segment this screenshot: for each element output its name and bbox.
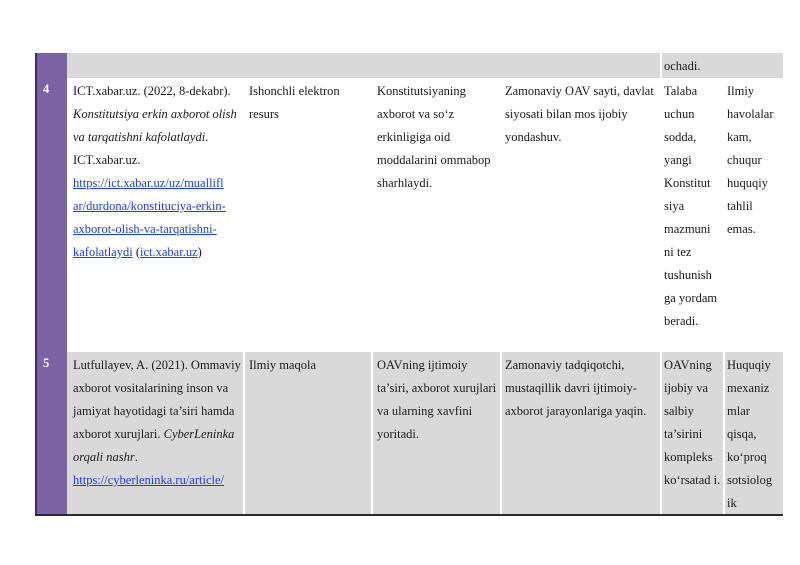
table-row [35, 352, 783, 514]
row-number-cell [35, 352, 67, 514]
source-paren: ) [197, 245, 202, 259]
source-citation: Lutfullayev, A. (2021). Ommaviy axborot vositalarining inson va jamiyat hayotidagi ta’siri hamda axborot xurujlari. [73, 358, 241, 441]
table-bottom-border [35, 514, 783, 516]
row-number-cell [35, 78, 67, 352]
source-title: Konstitutsiya erkin axborot olish va tarqatishni kafolatlaydi [73, 107, 237, 144]
source-cell [73, 354, 241, 492]
assessment-cell: Zamonaviy OAV sayti, davlat siyosati bilan mos ijobiy yondashuv. [505, 84, 654, 144]
source-citation: ICT.xabar.uz. (2022, 8-dekabr). [73, 84, 231, 98]
table-row [35, 53, 783, 78]
source-cell [73, 80, 241, 264]
advantage-cell: OAVning ijobiy va salbiy ta’sirini kompleks ko‘rsatad i. [664, 358, 721, 487]
type-cell: Ishonchli elektron resurs [249, 84, 340, 121]
effect-cell: ochadi. [664, 59, 701, 73]
row-number: 5 [43, 356, 50, 370]
content-cell: OAVning ijtimoiy ta’siri, axborot xurujlari va ularning xavfini yoritadi. [377, 358, 497, 441]
assessment-cell: Zamonaviy tadqiqotchi, mustaqillik davri ijtimoiy-axborot jarayonlariga yaqin. [505, 358, 647, 418]
type-cell: Ilmiy maqola [249, 358, 316, 372]
source-separator: . [134, 450, 138, 464]
source-paren: ( [132, 245, 140, 259]
source-url-link[interactable]: https://ict.xabar.uz/uz/muallifl ar/durdona/konstituciya-erkin-axborot-olish-va-tarqatishni-kafolatlaydi [73, 176, 226, 259]
table-row [35, 78, 783, 352]
source-url-link[interactable]: https://cyberleninka.ru/article/ [73, 473, 224, 487]
row-number-cell [35, 53, 67, 78]
source-publisher: . ICT.xabar.uz. [73, 130, 209, 167]
content-cell: Konstitutsiyaning axborot va so‘z erkinligiga oid moddalarini ommabop sharhlaydi. [377, 84, 491, 190]
row-number: 4 [43, 82, 50, 96]
advantage-cell: Talaba uchun sodda, yangi Konstitut siya mazmuni ni tez tushunish ga yordam beradi. [664, 84, 718, 328]
limitation-cell: Huquqiy mexaniz mlar qisqa, ko‘proq sotsiolog ik [727, 358, 773, 510]
limitation-cell: Ilmiy havolalar kam, chuqur huquqiy tahlil emas. [727, 84, 774, 236]
source-platform: CyberLeninka orqali nashr [73, 427, 235, 464]
sources-table [35, 53, 783, 514]
source-host-link[interactable]: ict.xabar.uz [140, 245, 198, 259]
